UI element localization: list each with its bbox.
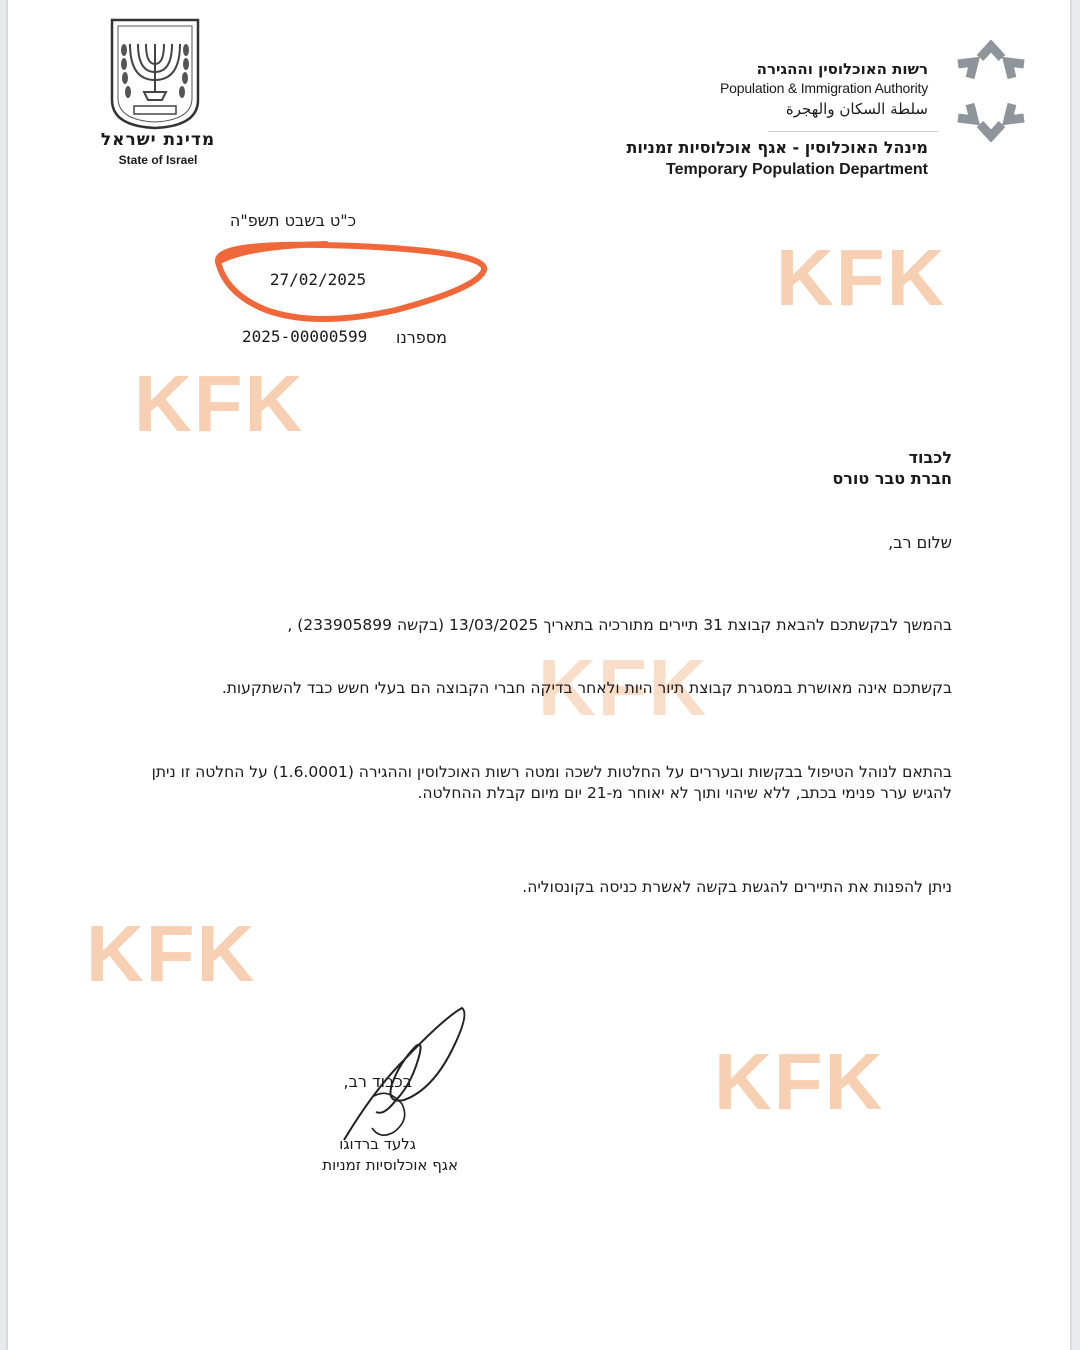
- department-name-english: Temporary Population Department: [666, 161, 928, 178]
- authority-logo-icon: [946, 40, 1036, 142]
- greeting: שלום רב,: [888, 533, 952, 552]
- reference-number: 2025-00000599: [242, 327, 368, 346]
- watermark: KFK: [714, 1037, 885, 1126]
- body-paragraph: בקשתכם אינה מאושרת במסגרת קבוצת תיור היות ולאחר בדיקה חברי הקבוצה הם בעלי חשש כבד להשתקעות.: [221, 679, 952, 697]
- department-name-hebrew: מינהל האוכלוסין - אגף אוכלוסיות זמניות: [626, 138, 928, 157]
- letter-date: 27/02/2025: [269, 270, 367, 289]
- recipient-salutation: לכבוד: [908, 448, 952, 467]
- recipient-company: חברת טבר טורס: [832, 469, 952, 488]
- watermark: KFK: [134, 359, 305, 448]
- signer-name: גלעד ברדוגו: [339, 1135, 416, 1153]
- watermark: KFK: [86, 909, 257, 998]
- state-name-hebrew: מדינת ישראל: [100, 130, 216, 150]
- hebrew-date: כ"ט בשבט תשפ"ה: [229, 211, 357, 230]
- authority-name-english: Population & Immigration Authority: [720, 80, 928, 96]
- closing: בכבוד רב,: [343, 1072, 412, 1091]
- letter-page: [8, 0, 1070, 1350]
- reference-label: מספרנו: [396, 328, 448, 347]
- state-name-english: State of Israel: [118, 153, 198, 167]
- state-emblem-icon: [100, 14, 210, 132]
- watermark: KFK: [776, 233, 947, 322]
- header-divider: [768, 131, 938, 132]
- signer-department: אגף אוכלוסיות זמניות: [322, 1156, 458, 1174]
- body-paragraph: בהתאם לנוהל הטיפול בבקשות ובעררים על החלטות לשכה ומטה רשות האוכלוסין וההגירה (1.6.0001) על החלטה זו ניתן להגיש ערר פנימי בכתב, ללא שיהוי ותוך לא יאוחר מ-21 יום מיום קבלת ההחלטה.: [151, 763, 952, 802]
- body-paragraph: בהמשך לבקשתכם להבאת קבוצת 31 תיירים מתורכיה בתאריך 13/03/2025 (בקשה 233905899) ,: [287, 616, 952, 634]
- watermark: KFK: [538, 643, 709, 732]
- handwritten-signature: [334, 1000, 474, 1150]
- authority-name-hebrew: רשות האוכלוסין וההגירה: [756, 60, 928, 78]
- body-paragraph: ניתן להפנות את התיירים להגשת בקשה לאשרת כניסה בקונסוליה.: [522, 878, 952, 896]
- authority-name-arabic: سلطة السكان والهجرة: [785, 100, 928, 118]
